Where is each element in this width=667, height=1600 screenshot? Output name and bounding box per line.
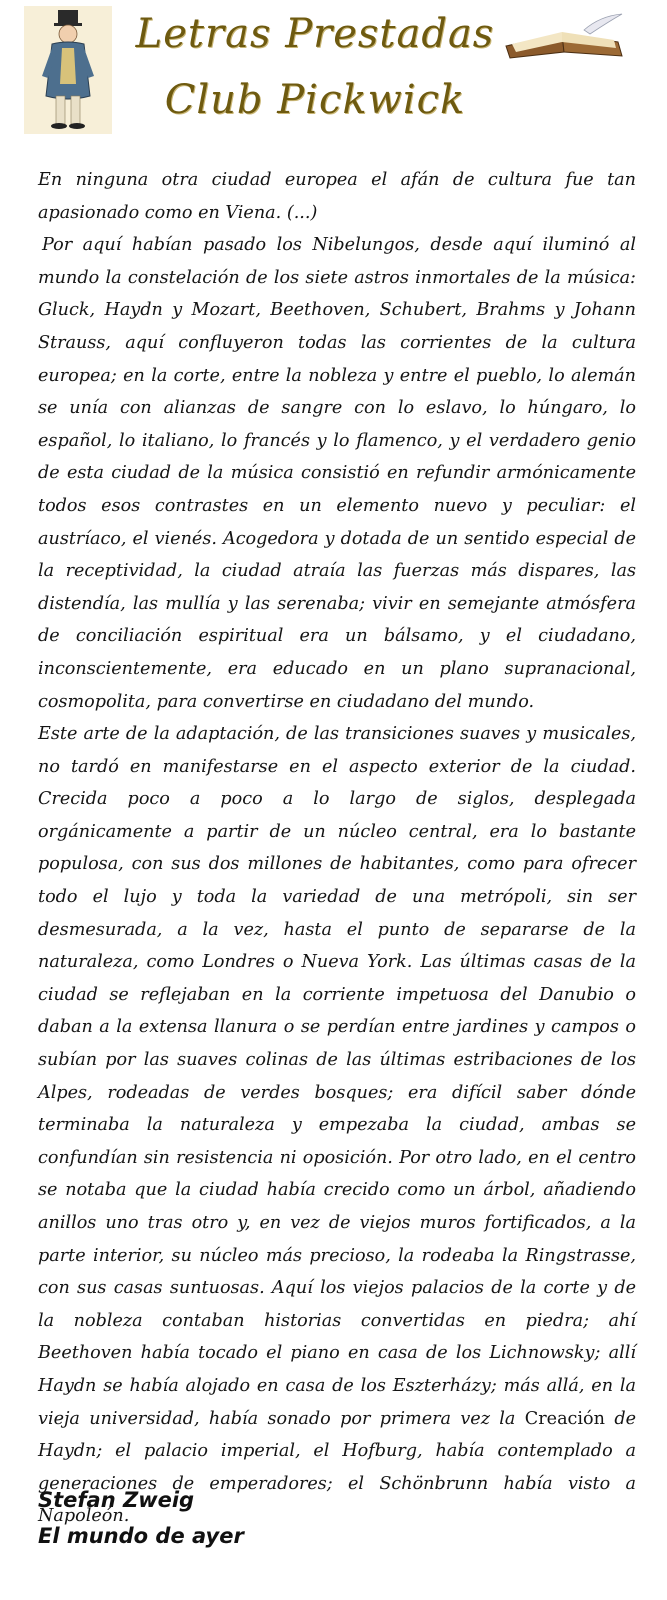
pickwick-illustration (24, 6, 112, 134)
header-title-line1: Letras Prestadas (135, 11, 495, 57)
quote-text (38, 164, 636, 1533)
paragraph-3 (38, 718, 636, 1533)
open-book-icon (500, 12, 630, 60)
header (0, 0, 667, 140)
paragraph-3-part-1: Este arte de la adaptación, de las transiciones suaves y musicales, no tardó en manifestarse en el aspecto exterior de la ciudad. Crecida poco a poco a lo largo de siglos, desplegada orgánicamente a partir de un núcleo central, era lo bastante populosa, con sus dos millones de habitantes, como para ofrecer todo el lujo y toda la variedad de una metrópoli, sin ser desmesurada, a la vez, hasta el punto de separarse de la naturaleza, como Londres o Nueva York. Las últimas casas de la ciudad se reflejaban en la corriente impetuosa del Danubio o daban a la extensa llanura o se perdían entre jardines y campos o subían por las suaves colinas de las últimas estribaciones de los Alpes, rodeadas de verdes bosques; era difícil saber dónde terminaba la naturaleza y empezaba la ciudad, ambas se confundían sin resistencia ni oposición. Por otro lado, en el centro se notaba que la ciudad había crecido como un árbol, añadiendo anillos uno tras otro y, en vez de viejos muros fortificados, a la parte interior, su núcleo más precioso, la rodeaba la Ringstrasse, con sus casas suntuosas. Aquí los viejos palacios de la corte y de la nobleza contaban historias convertidas en piedra; ahí Beethoven había tocado el piano en casa de los Lichnowsky; allí Haydn se había alojado en casa de los Eszterházy; más allá, en la vieja universidad, había sonado por primera vez la (38, 724, 636, 1429)
author-name: Stefan Zweig (38, 1488, 195, 1512)
header-title-line2: Club Pickwick (164, 77, 466, 123)
paragraph-2: Por aquí habían pasado los Nibelungos, desde aquí iluminó al mundo la constelación de los siete astros inmortales de la música: Gluck, Haydn y Mozart, Beethoven, Schubert, Brahms y Johann Strauss, aquí confluyeron todas las corrientes de la cultura europea; en la corte, entre la nobleza y entre el pueblo, lo alemán se unía con alianzas de sangre con lo eslavo, lo húngaro, lo español, lo italiano, lo francés y lo flamenco, y el verdadero genio de esta ciudad de la música consistió en refundir armónicamente todos esos contrastes en un elemento nuevo y peculiar: el austríaco, el vienés. Acogedora y dotada de un sentido especial de la receptividad, la ciudad atraía las fuerzas más dispares, las distendía, las mullía y las serenaba; vivir en semejante atmósfera de conciliación espiritual era un bálsamo, y el ciudadano, inconscientemente, era educado en un plano supranacional, cosmopolita, para convertirse en ciudadano del mundo. (38, 235, 636, 712)
paragraph-3-part-2: de Haydn; el palacio imperial, el Hofburg, había contemplado a generaciones de emperadores; el Schönbrunn había visto a Napoleón. (38, 1408, 636, 1527)
creacion-title: Creación (524, 1408, 605, 1429)
paragraph-1: En ninguna otra ciudad europea el afán de cultura fue tan apasionado como en Viena. (...) (38, 170, 636, 223)
book-title: El mundo de ayer (38, 1524, 244, 1548)
